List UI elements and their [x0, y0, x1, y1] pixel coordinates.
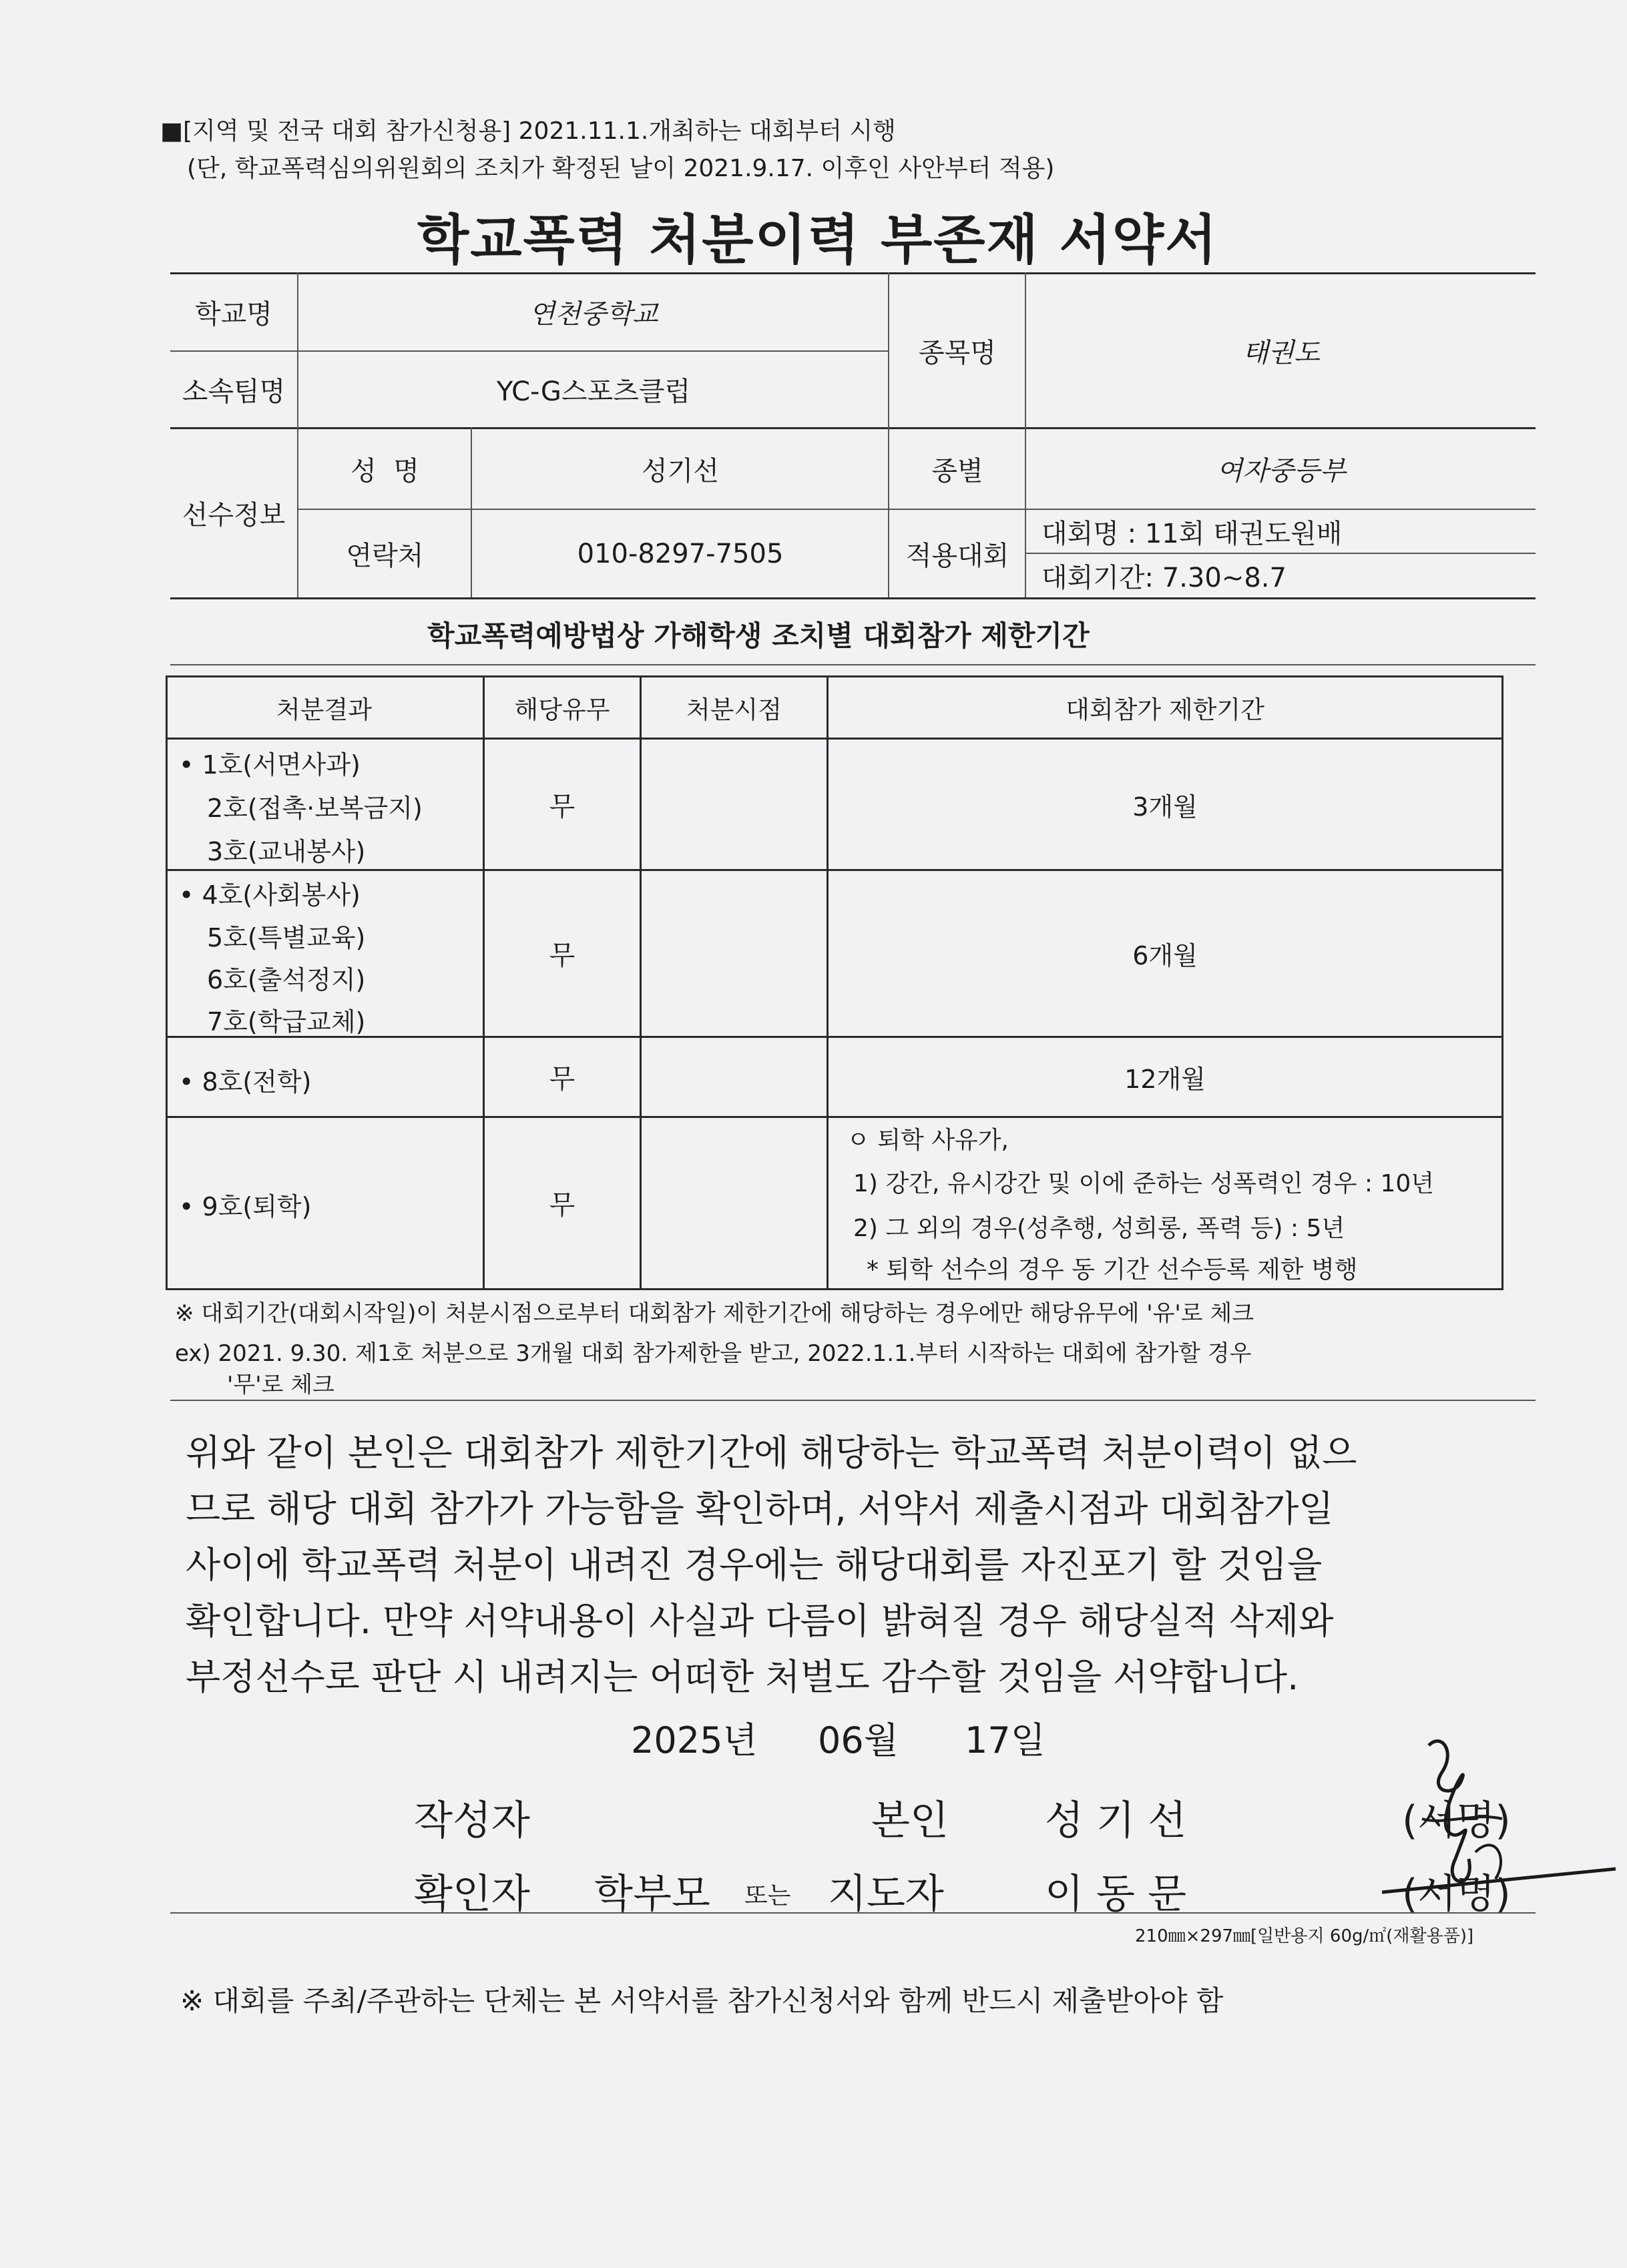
row4-applicable: 무 — [549, 1190, 575, 1221]
row4-period-line1: ㅇ 퇴학 사유가, — [847, 1127, 1009, 1154]
restriction-title: 학교폭력예방법상 가해학생 조치별 대회참가 제한기간 — [427, 619, 1090, 652]
header-notice-line1: ■[지역 및 전국 대회 참가신청용] 2021.11.1.개최하는 대회부터 시행 — [160, 117, 896, 145]
measure-4: • 4호(사회봉사) — [179, 880, 361, 910]
notes-divider — [170, 1400, 1536, 1401]
row3-timing — [642, 1038, 827, 1116]
row3-period: 12개월 — [1124, 1065, 1206, 1094]
header-period: 대회참가 제한기간 — [1066, 695, 1264, 724]
date-month: 06월 — [818, 1719, 899, 1761]
info-vline-4 — [1025, 272, 1026, 597]
paper-spec: 210㎜×297㎜[일반용지 60g/㎡(재활용품)] — [1135, 1926, 1474, 1946]
info-vline-3 — [888, 272, 889, 597]
row2-period: 6개월 — [1132, 941, 1198, 970]
school-label: 학교명 — [195, 299, 272, 330]
header-applicable: 해당유무 — [514, 695, 610, 724]
oath-text — [186, 1425, 1507, 1705]
date-year: 2025년 — [631, 1719, 758, 1761]
contact-value: 010-8297-7505 — [577, 538, 784, 569]
restriction-note-2: ex) 2021. 9.30. 제1호 처분으로 3개월 대회 참가제한을 받고, 2022.1.1.부터 시작하는 대회에 참가할 경우 — [175, 1340, 1252, 1367]
table-row3-bottom — [166, 1116, 1503, 1118]
measure-9: • 9호(퇴학) — [179, 1192, 312, 1221]
document-title: 학교폭력 처분이력 부존재 서약서 — [417, 209, 1218, 271]
info-vline-2 — [471, 427, 472, 597]
row2-applicable: 무 — [549, 940, 575, 971]
oath-line-1: 위와 같이 본인은 대회참가 제한기간에 해당하는 학교폭력 처분이력이 없으 — [186, 1432, 1357, 1474]
school-value: 연천중학교 — [529, 299, 658, 330]
writer-sign-mark: (서명) — [1402, 1797, 1511, 1844]
division-value: 여자중등부 — [1216, 455, 1346, 487]
measure-1: • 1호(서면사과) — [179, 750, 361, 780]
confirmer-role-parent: 학부모 — [594, 1871, 710, 1918]
event-label: 적용대회 — [905, 541, 1009, 571]
event-period: 대회기간: 7.30~8.7 — [1041, 563, 1287, 593]
name-value: 성기선 — [642, 455, 719, 487]
oath-line-4: 확인합니다. 만약 서약내용이 사실과 다름이 밝혀질 경우 해당실적 삭제와 — [186, 1600, 1334, 1642]
row4-period-line3: 2) 그 외의 경우(성추행, 성희롱, 폭력 등) : 5년 — [853, 1215, 1345, 1242]
division-label: 종별 — [931, 455, 983, 487]
measure-8: • 8호(전학) — [179, 1067, 312, 1097]
oath-line-5: 부정선수로 판단 시 내려지는 어떠한 처벌도 감수할 것임을 서약합니다. — [186, 1656, 1299, 1698]
table-left-border — [166, 675, 168, 1290]
measure-3: 3호(교내봉사) — [207, 837, 366, 866]
team-label: 소속팀명 — [182, 376, 286, 407]
oath-line-3: 사이에 학교폭력 처분이 내려진 경우에는 해당대회를 자진포기 할 것임을 — [186, 1544, 1323, 1586]
restriction-note-3: '무'로 체크 — [227, 1372, 334, 1398]
writer-role: 본인 — [871, 1797, 949, 1844]
row1-timing — [642, 740, 827, 869]
oath-line-2: 므로 해당 대회 참가가 가능함을 확인하며, 서약서 제출시점과 대회참가일 — [186, 1488, 1334, 1530]
date-day: 17일 — [965, 1719, 1045, 1761]
row4-period-line2: 1) 강간, 유시강간 및 이에 준하는 성폭력인 경우 : 10년 — [853, 1170, 1435, 1197]
team-value: YC-G스포츠클럽 — [496, 376, 691, 407]
confirmer-role-coach: 지도자 — [828, 1871, 944, 1918]
contact-label: 연락처 — [346, 541, 424, 571]
confirmer-sign-mark: (서명) — [1402, 1871, 1511, 1918]
row1-applicable: 무 — [549, 791, 575, 822]
writer-label: 작성자 — [414, 1797, 530, 1844]
sport-label: 종목명 — [919, 337, 996, 368]
confirmer-or: 또는 — [744, 1882, 791, 1910]
row2-timing — [642, 871, 827, 1036]
row3-applicable: 무 — [549, 1064, 575, 1095]
player-info-label: 선수정보 — [182, 500, 286, 531]
restriction-table — [166, 675, 1503, 1290]
row4-timing — [642, 1118, 827, 1288]
header-measure: 처분결과 — [276, 695, 372, 724]
restriction-note-1: ※ 대회기간(대회시작일)이 처분시점으로부터 대회참가 제한기간에 해당하는 경우에만 해당유무에 '유'로 체크 — [175, 1300, 1254, 1327]
measure-7: 7호(학급교체) — [207, 1007, 366, 1037]
table-right-border — [1501, 675, 1503, 1290]
footer-note: ※ 대회를 주최/주관하는 단체는 본 서약서를 참가신청서와 함께 반드시 제출받아야 함 — [180, 1984, 1224, 2017]
name-label: 성 명 — [351, 455, 419, 487]
measure-5: 5호(특별교육) — [207, 923, 366, 952]
writer-name: 성 기 선 — [1045, 1797, 1187, 1844]
confirmer-name: 이 동 문 — [1045, 1871, 1187, 1918]
info-table-bottom-border — [170, 597, 1536, 599]
measure-2: 2호(접촉·보복금지) — [207, 794, 423, 823]
sport-value: 태권도 — [1242, 337, 1320, 368]
header-timing: 처분시점 — [686, 695, 782, 724]
header-notice-line2: (단, 학교폭력심의위원회의 조치가 확정된 날이 2021.9.17. 이후인 사안부터 적용) — [187, 155, 1055, 182]
row1-period: 3개월 — [1132, 792, 1198, 822]
row4-period-line4: * 퇴학 선수의 경우 동 기간 선수등록 제한 병행 — [867, 1256, 1358, 1284]
confirmer-label: 확인자 — [414, 1871, 530, 1918]
handwritten-signature — [1342, 1725, 1622, 1919]
restriction-title-underline — [170, 664, 1536, 665]
signature-divider — [170, 1912, 1536, 1914]
event-name: 대회명 : 11회 태권도원배 — [1041, 518, 1343, 549]
info-vline-1 — [297, 272, 298, 597]
measure-6: 6호(출석정지) — [207, 965, 366, 995]
table-bottom-border — [166, 1288, 1503, 1290]
